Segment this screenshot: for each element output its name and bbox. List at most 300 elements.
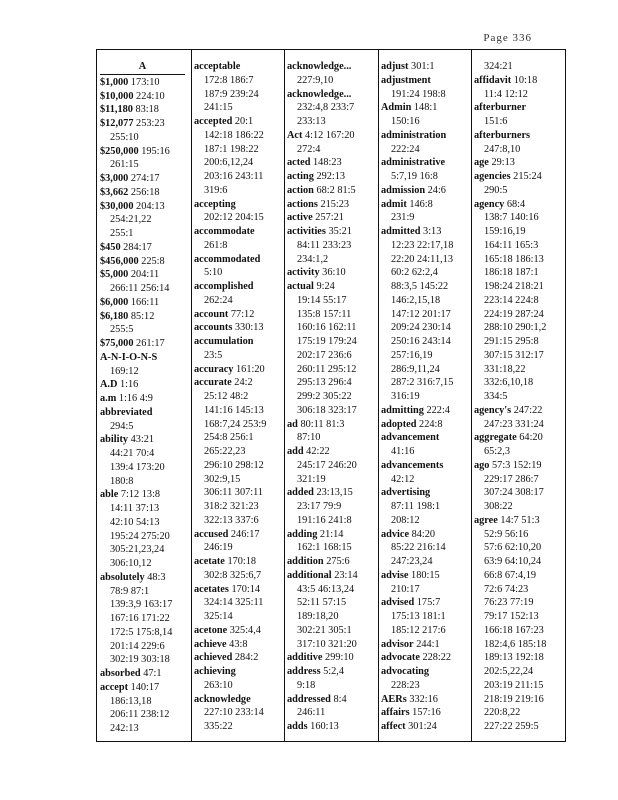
page-line-refs-continued: 299:2 305:22 bbox=[297, 391, 352, 402]
index-entry bbox=[287, 665, 376, 679]
page-line-refs-continued: 220:8,22 bbox=[484, 707, 521, 719]
index-term: $6,000 bbox=[100, 296, 129, 308]
index-entry bbox=[381, 720, 469, 734]
index-entry bbox=[474, 156, 564, 170]
index-term: adjustment bbox=[381, 74, 431, 86]
index-term: accomplished bbox=[194, 281, 254, 292]
index-entry bbox=[100, 310, 189, 324]
index-entry bbox=[100, 392, 189, 406]
index-entry bbox=[100, 103, 189, 117]
index-term: actual bbox=[287, 281, 314, 292]
page-line-refs-continued: 12:23 22:17,18 bbox=[391, 239, 454, 251]
page-line-refs-continued: 266:11 256:14 bbox=[110, 283, 170, 294]
page-line-refs: 180:15 bbox=[408, 569, 440, 581]
page-line-refs-continued: 224:19 287:24 bbox=[484, 308, 544, 320]
index-entry bbox=[100, 172, 189, 186]
index-term: acetates bbox=[194, 583, 229, 595]
page-line-refs-continued: 316:19 bbox=[391, 391, 420, 402]
index-term: accepting bbox=[194, 198, 236, 210]
page-line-refs-continued: 233:13 bbox=[297, 116, 326, 127]
page-line-refs-continued: 159:16,19 bbox=[484, 226, 526, 237]
page-line-refs: 80:11 81:3 bbox=[297, 418, 345, 430]
column-divider bbox=[284, 50, 285, 741]
index-term: ago bbox=[474, 459, 490, 471]
index-column-1 bbox=[100, 60, 189, 736]
page-line-refs: 215:23 bbox=[317, 198, 350, 210]
page-line-refs-continued: 19:14 55:17 bbox=[297, 294, 347, 306]
page-line-refs-continued: 246:19 bbox=[204, 542, 233, 554]
index-term: $12,077 bbox=[100, 118, 134, 129]
page-line-refs: 83:18 bbox=[132, 104, 159, 116]
page-line-refs: 29:13 bbox=[488, 157, 515, 169]
page-line-refs-continued: 296:10 298:12 bbox=[204, 459, 264, 471]
page-line-refs-continued: 23:5 bbox=[204, 349, 223, 361]
index-term: acetate bbox=[194, 556, 225, 567]
index-entry bbox=[194, 321, 282, 335]
index-entry bbox=[381, 528, 469, 542]
index-term: ability bbox=[100, 434, 129, 446]
index-entry bbox=[287, 555, 376, 569]
page-line-refs: 5:2,4 bbox=[320, 666, 345, 677]
page-line-refs-continued: 255:1 bbox=[110, 228, 134, 239]
page-line-refs-continued: 88:3,5 145:22 bbox=[391, 281, 449, 292]
page-line-refs-continued: 72:6 74:23 bbox=[484, 583, 529, 595]
index-term: accommodate bbox=[194, 226, 255, 237]
index-term: affidavit bbox=[474, 74, 512, 86]
page-line-refs-continued: 142:18 186:22 bbox=[204, 129, 264, 141]
page-line-refs-continued: 302:21 305:1 bbox=[297, 624, 352, 636]
page-line-refs: 43:8 bbox=[226, 638, 248, 650]
index-entry bbox=[381, 198, 469, 212]
page-line-refs-continued: 172:8 186:7 bbox=[204, 74, 254, 86]
page-line-refs: 23:13,15 bbox=[313, 487, 353, 499]
index-term: affairs bbox=[381, 707, 410, 719]
page-line-refs-continued: 202:5,22,24 bbox=[484, 666, 534, 677]
page-line-refs-continued: 242:13 bbox=[110, 723, 139, 734]
index-entry bbox=[381, 404, 469, 418]
index-entry bbox=[194, 638, 282, 652]
index-term: $450 bbox=[100, 241, 121, 253]
index-entry bbox=[194, 60, 282, 74]
index-entry bbox=[287, 280, 376, 294]
page-line-refs-continued: 332:6,10,18 bbox=[484, 377, 534, 389]
page-line-refs-continued: 254:21,22 bbox=[110, 214, 152, 226]
index-term: advice bbox=[381, 528, 410, 540]
page-line-refs-continued: 308:22 bbox=[484, 501, 513, 512]
index-term: address bbox=[287, 666, 321, 677]
index-term: AERs bbox=[381, 693, 407, 705]
index-entry bbox=[474, 459, 564, 473]
page-line-refs-continued: 317:10 321:20 bbox=[297, 638, 357, 650]
page-line-refs-continued: 203:16 243:11 bbox=[204, 171, 264, 182]
page-line-refs-continued: 286:9,11,24 bbox=[391, 363, 440, 375]
page-line-refs-continued: 85:22 216:14 bbox=[391, 542, 446, 554]
page-line-refs-continued: 257:16,19 bbox=[391, 349, 433, 361]
page-line-refs-continued: 290:5 bbox=[484, 184, 508, 196]
page-line-refs: 292:13 bbox=[313, 171, 346, 182]
index-term: $3,000 bbox=[100, 173, 129, 184]
index-entry bbox=[381, 431, 469, 445]
page-line-refs-continued: 146:2,15,18 bbox=[391, 294, 441, 306]
page-line-refs: 215:24 bbox=[510, 171, 542, 182]
page-line-refs-continued: 218:19 219:16 bbox=[484, 693, 544, 705]
page-line-refs-continued: 200:6,12,24 bbox=[204, 157, 254, 169]
index-term: accuracy bbox=[194, 363, 234, 375]
index-entry bbox=[381, 665, 469, 679]
page-line-refs-continued: 150:16 bbox=[391, 116, 420, 127]
index-entry bbox=[100, 378, 189, 392]
page-line-refs-continued: 288:10 290:1,2 bbox=[484, 322, 547, 334]
index-term: affect bbox=[381, 721, 406, 732]
page-line-refs-continued: 206:11 238:12 bbox=[110, 709, 170, 721]
page-line-refs-continued: 254:8 256:1 bbox=[204, 432, 254, 444]
index-term: adjust bbox=[381, 61, 409, 72]
index-entry bbox=[100, 76, 189, 90]
page-line-refs-continued: 187:9 239:24 bbox=[204, 88, 259, 100]
index-entry bbox=[287, 170, 376, 184]
word-index-table bbox=[96, 49, 566, 742]
page-line-refs-continued: 201:14 229:6 bbox=[110, 640, 165, 652]
page-line-refs: 224:8 bbox=[416, 418, 443, 430]
index-term: A-N-I-O-N-S bbox=[100, 351, 158, 363]
index-term: addressed bbox=[287, 693, 331, 705]
index-entry bbox=[194, 583, 282, 597]
page-line-refs: 64:20 bbox=[516, 432, 543, 444]
index-term: $10,000 bbox=[100, 90, 134, 102]
page-line-refs: 68:2 81:5 bbox=[313, 184, 356, 196]
page-line-refs: 301:24 bbox=[405, 721, 437, 732]
page-line-refs-continued: 79:17 152:13 bbox=[484, 611, 539, 622]
index-term: afterburner bbox=[474, 102, 527, 114]
page-line-refs-continued: 160:16 162:11 bbox=[297, 322, 357, 334]
page-line-refs-continued: 263:10 bbox=[204, 679, 233, 691]
index-entry bbox=[381, 225, 469, 239]
index-entry bbox=[381, 156, 469, 170]
index-term: $6,180 bbox=[100, 310, 129, 322]
page-line-refs-continued: 325:14 bbox=[204, 611, 233, 622]
index-entry bbox=[381, 706, 469, 720]
index-entry bbox=[100, 351, 189, 365]
index-term: accused bbox=[194, 528, 229, 540]
index-entry bbox=[194, 665, 282, 679]
page-line-refs-continued: 272:4 bbox=[297, 143, 321, 155]
page-line-refs: 301:1 bbox=[408, 61, 435, 72]
page-line-refs-continued: 180:8 bbox=[110, 475, 134, 487]
index-entry bbox=[474, 431, 564, 445]
index-entry bbox=[381, 596, 469, 610]
index-term: $11,180 bbox=[100, 104, 133, 116]
page-line-refs: 36:10 bbox=[319, 267, 346, 279]
page-line-refs-continued: 245:17 246:20 bbox=[297, 459, 357, 471]
index-entry bbox=[194, 528, 282, 542]
index-term: active bbox=[287, 212, 313, 224]
page-line-refs-continued: 231:9 bbox=[391, 212, 415, 224]
index-entry bbox=[287, 211, 376, 225]
index-term: $250,000 bbox=[100, 145, 139, 157]
index-entry bbox=[287, 569, 376, 583]
page-line-refs-continued: 246:11 bbox=[297, 707, 326, 719]
page-line-refs: 84:20 bbox=[409, 528, 436, 540]
page-line-refs-continued: 87:11 198:1 bbox=[391, 501, 441, 512]
page-line-refs-continued: 44:21 70:4 bbox=[110, 448, 155, 459]
index-entry bbox=[381, 638, 469, 652]
page-line-refs-continued: 14:11 37:13 bbox=[110, 503, 160, 514]
page-line-refs-continued: 185:12 217:6 bbox=[391, 624, 446, 636]
page-line-refs-continued: 322:13 337:6 bbox=[204, 514, 259, 526]
index-entry bbox=[287, 88, 376, 102]
index-entry bbox=[474, 170, 564, 184]
page-line-refs-continued: 166:18 167:23 bbox=[484, 624, 544, 636]
page-line-refs-continued: 84:11 233:23 bbox=[297, 239, 352, 251]
page-line-refs-continued: 186:18 187:1 bbox=[484, 267, 539, 279]
index-entry bbox=[100, 296, 189, 310]
page-line-refs-continued: 294:5 bbox=[110, 420, 134, 432]
index-entry bbox=[287, 184, 376, 198]
index-term: acting bbox=[287, 171, 314, 182]
index-term: aggregate bbox=[474, 432, 517, 444]
index-term: absolutely bbox=[100, 571, 145, 583]
page-line-refs-continued: 135:8 157:11 bbox=[297, 308, 352, 320]
page-line-refs-continued: 261:15 bbox=[110, 159, 139, 171]
page-line-refs-continued: 307:24 308:17 bbox=[484, 487, 544, 499]
page-line-refs-continued: 250:16 243:14 bbox=[391, 336, 451, 347]
index-term: ad bbox=[287, 418, 298, 430]
page-line-refs-continued: 331:18,22 bbox=[484, 363, 526, 375]
page-line-refs-continued: 175:13 181:1 bbox=[391, 611, 446, 622]
page-line-refs: 253:23 bbox=[133, 118, 165, 129]
page-line-refs-continued: 11:4 12:12 bbox=[484, 88, 528, 100]
page-line-refs-continued: 260:11 295:12 bbox=[297, 363, 357, 375]
index-term: acknowledge... bbox=[287, 61, 352, 72]
index-term: able bbox=[100, 489, 119, 501]
page-line-refs-continued: 63:9 64:10,24 bbox=[484, 556, 542, 567]
index-term: actions bbox=[287, 198, 318, 210]
index-term: advancements bbox=[381, 459, 444, 471]
index-term: agency bbox=[474, 198, 505, 210]
page-line-refs: 275:6 bbox=[323, 556, 350, 567]
page-line-refs-continued: 241:15 bbox=[204, 102, 233, 114]
column-divider bbox=[471, 50, 472, 741]
index-entry bbox=[381, 101, 469, 115]
index-entry bbox=[287, 486, 376, 500]
index-term: advised bbox=[381, 597, 415, 609]
page-line-refs-continued: 138:7 140:16 bbox=[484, 212, 539, 224]
index-entry bbox=[100, 667, 189, 681]
page-line-refs: 166:11 bbox=[128, 296, 160, 308]
page-line-refs-continued: 306:18 323:17 bbox=[297, 404, 357, 416]
page-line-refs-continued: 43:5 46:13,24 bbox=[297, 583, 355, 595]
page-line-refs-continued: 139:3,9 163:17 bbox=[110, 599, 173, 611]
page-line-refs-continued: 210:17 bbox=[391, 583, 420, 595]
page-line-refs: 68:4 bbox=[504, 198, 526, 210]
page-line-refs-continued: 209:24 230:14 bbox=[391, 322, 451, 334]
index-term: achieving bbox=[194, 666, 236, 677]
page-line-refs: 140:17 bbox=[128, 681, 160, 693]
page-line-refs-continued: 227:9,10 bbox=[297, 74, 334, 86]
index-term: age bbox=[474, 157, 489, 169]
page-line-refs: 1:16 4:9 bbox=[116, 393, 153, 404]
index-entry bbox=[100, 433, 189, 447]
page-line-refs-continued: 247:23,24 bbox=[391, 556, 433, 567]
index-term: $3,662 bbox=[100, 186, 129, 198]
page-line-refs-continued: 141:16 145:13 bbox=[204, 404, 264, 416]
page-line-refs-continued: 302:9,15 bbox=[204, 473, 241, 485]
index-entry bbox=[194, 693, 282, 707]
index-entry bbox=[100, 186, 189, 200]
index-term: advancement bbox=[381, 432, 440, 444]
index-term: admitted bbox=[381, 226, 421, 237]
index-column-5 bbox=[474, 60, 564, 734]
page-line-refs: 146:8 bbox=[406, 198, 433, 210]
page-line-refs-continued: 175:19 179:24 bbox=[297, 336, 357, 347]
page-line-refs-continued: 232:4,8 233:7 bbox=[297, 102, 355, 114]
page-line-refs: 57:3 152:19 bbox=[489, 459, 542, 471]
index-entry bbox=[287, 528, 376, 542]
page-line-refs-continued: 23:17 79:9 bbox=[297, 501, 342, 512]
page-line-refs-continued: 195:24 275:20 bbox=[110, 530, 170, 542]
index-term: advertising bbox=[381, 487, 431, 499]
page-line-refs-continued: 247:8,10 bbox=[484, 143, 521, 155]
page-line-refs-continued: 165:18 186:13 bbox=[484, 253, 544, 265]
index-term: adding bbox=[287, 528, 318, 540]
index-term: acceptable bbox=[194, 61, 241, 72]
index-entry bbox=[194, 253, 282, 267]
column-divider bbox=[191, 50, 192, 741]
page-line-refs-continued: 287:2 316:7,15 bbox=[391, 377, 454, 389]
index-term: A.D bbox=[100, 379, 118, 391]
page-line-refs-continued: 247:23 331:24 bbox=[484, 418, 544, 430]
page-line-refs-continued: 208:12 bbox=[391, 514, 420, 526]
index-term: advocating bbox=[381, 666, 430, 677]
page-line-refs-continued: 198:24 218:21 bbox=[484, 281, 544, 292]
page-line-refs-continued: 9:18 bbox=[297, 679, 316, 691]
page-line-refs: 35:21 bbox=[325, 226, 352, 237]
page-line-refs: 1:16 bbox=[117, 379, 139, 391]
page-line-refs: 24:6 bbox=[425, 184, 446, 196]
page-line-refs: 23:14 bbox=[331, 569, 358, 581]
index-entry bbox=[381, 569, 469, 583]
index-entry bbox=[381, 651, 469, 665]
index-column-3 bbox=[287, 60, 376, 734]
page-line-refs-continued: 52:11 57:15 bbox=[297, 597, 347, 609]
page-line-refs-continued: 227:22 259:5 bbox=[484, 721, 539, 732]
page-line-refs: 85:12 bbox=[128, 310, 155, 322]
index-term: $1,000 bbox=[100, 76, 129, 88]
page-line-refs: 10:18 bbox=[511, 74, 538, 86]
page-line-refs-continued: 189:18,20 bbox=[297, 611, 339, 622]
index-term: accommodated bbox=[194, 253, 261, 265]
page-line-refs-continued: 227:10 233:14 bbox=[204, 707, 264, 719]
index-term: adds bbox=[287, 721, 308, 732]
page-line-refs-continued: 222:24 bbox=[391, 143, 420, 155]
index-term: admit bbox=[381, 198, 407, 210]
index-term: Act bbox=[287, 129, 303, 141]
index-term: accepted bbox=[194, 116, 233, 127]
index-entry bbox=[194, 308, 282, 322]
index-entry bbox=[287, 720, 376, 734]
page-line-refs: 222:4 bbox=[423, 404, 450, 416]
page-line-refs-continued: 321:19 bbox=[297, 473, 326, 485]
index-term: acted bbox=[287, 157, 311, 169]
page-line-refs: 48:3 bbox=[144, 571, 166, 583]
index-term: afterburners bbox=[474, 129, 531, 141]
page-number: Page 336 bbox=[483, 32, 532, 44]
page-line-refs-continued: 295:13 296:4 bbox=[297, 377, 352, 389]
index-term: accept bbox=[100, 681, 129, 693]
page-line-refs: 175:7 bbox=[414, 597, 441, 609]
page-line-refs-continued: 335:22 bbox=[204, 721, 233, 732]
index-term: added bbox=[287, 487, 314, 499]
page-line-refs-continued: 186:13,18 bbox=[110, 695, 152, 707]
page-line-refs: 170:18 bbox=[224, 556, 257, 567]
index-term: agencies bbox=[474, 171, 511, 182]
index-term: $30,000 bbox=[100, 200, 134, 212]
index-term: add bbox=[287, 446, 304, 457]
page-line-refs: 261:17 bbox=[133, 338, 165, 349]
page-line-refs: 330:13 bbox=[232, 322, 264, 334]
page-line-refs-continued: 164:11 165:3 bbox=[484, 239, 539, 251]
page-line-refs-continued: 291:15 295:8 bbox=[484, 336, 539, 347]
index-term: acknowledge bbox=[194, 693, 251, 705]
index-term: activity bbox=[287, 267, 320, 279]
page-line-refs: 332:16 bbox=[406, 693, 438, 705]
index-entry bbox=[287, 156, 376, 170]
page-line-refs-continued: 151:6 bbox=[484, 116, 508, 127]
index-entry bbox=[100, 681, 189, 695]
page-line-refs-continued: 228:23 bbox=[391, 679, 420, 691]
index-term: administrative bbox=[381, 157, 446, 169]
page-line-refs: 257:21 bbox=[312, 212, 344, 224]
page-line-refs-continued: 65:2,3 bbox=[484, 446, 511, 457]
index-entry bbox=[194, 624, 282, 638]
index-entry bbox=[100, 117, 189, 131]
page-line-refs: 42:22 bbox=[303, 446, 330, 457]
index-entry bbox=[381, 74, 469, 88]
page-line-refs-continued: 25:12 48:2 bbox=[204, 391, 249, 402]
page-line-refs: 284:17 bbox=[120, 241, 152, 253]
page-line-refs: 4:12 167:20 bbox=[302, 129, 355, 141]
index-column-2 bbox=[194, 60, 282, 734]
index-entry bbox=[287, 418, 376, 432]
page-line-refs-continued: 189:13 192:18 bbox=[484, 652, 544, 664]
page-line-refs: 14:7 51:3 bbox=[497, 514, 540, 526]
page-line-refs: 7:12 13:8 bbox=[118, 489, 161, 501]
index-term: admitting bbox=[381, 404, 424, 416]
page-line-refs: 170:14 bbox=[228, 583, 261, 595]
page-line-refs: 284:2 bbox=[232, 652, 259, 664]
page-line-refs: 195:16 bbox=[138, 145, 170, 157]
page-line-refs: 43:21 bbox=[128, 434, 155, 446]
page-line-refs-continued: 318:2 321:23 bbox=[204, 501, 259, 512]
index-column-4 bbox=[381, 60, 469, 734]
page-line-refs: 204:11 bbox=[128, 269, 160, 281]
page-line-refs: 24:2 bbox=[231, 377, 253, 389]
page-line-refs-continued: 139:4 173:20 bbox=[110, 461, 165, 473]
index-entry bbox=[474, 101, 564, 115]
page-line-refs-continued: 203:19 211:15 bbox=[484, 679, 544, 691]
index-entry bbox=[381, 693, 469, 707]
page-line-refs-continued: 202:17 236:6 bbox=[297, 349, 352, 361]
page-line-refs-continued: 52:9 56:16 bbox=[484, 528, 529, 540]
index-entry bbox=[100, 337, 189, 351]
index-entry bbox=[100, 571, 189, 585]
page-line-refs-continued: 172:5 175:8,14 bbox=[110, 626, 173, 638]
index-term: additive bbox=[287, 652, 323, 664]
index-entry bbox=[100, 268, 189, 282]
page-line-refs-continued: 324:14 325:11 bbox=[204, 597, 264, 609]
index-term: action bbox=[287, 184, 314, 196]
index-entry bbox=[287, 225, 376, 239]
